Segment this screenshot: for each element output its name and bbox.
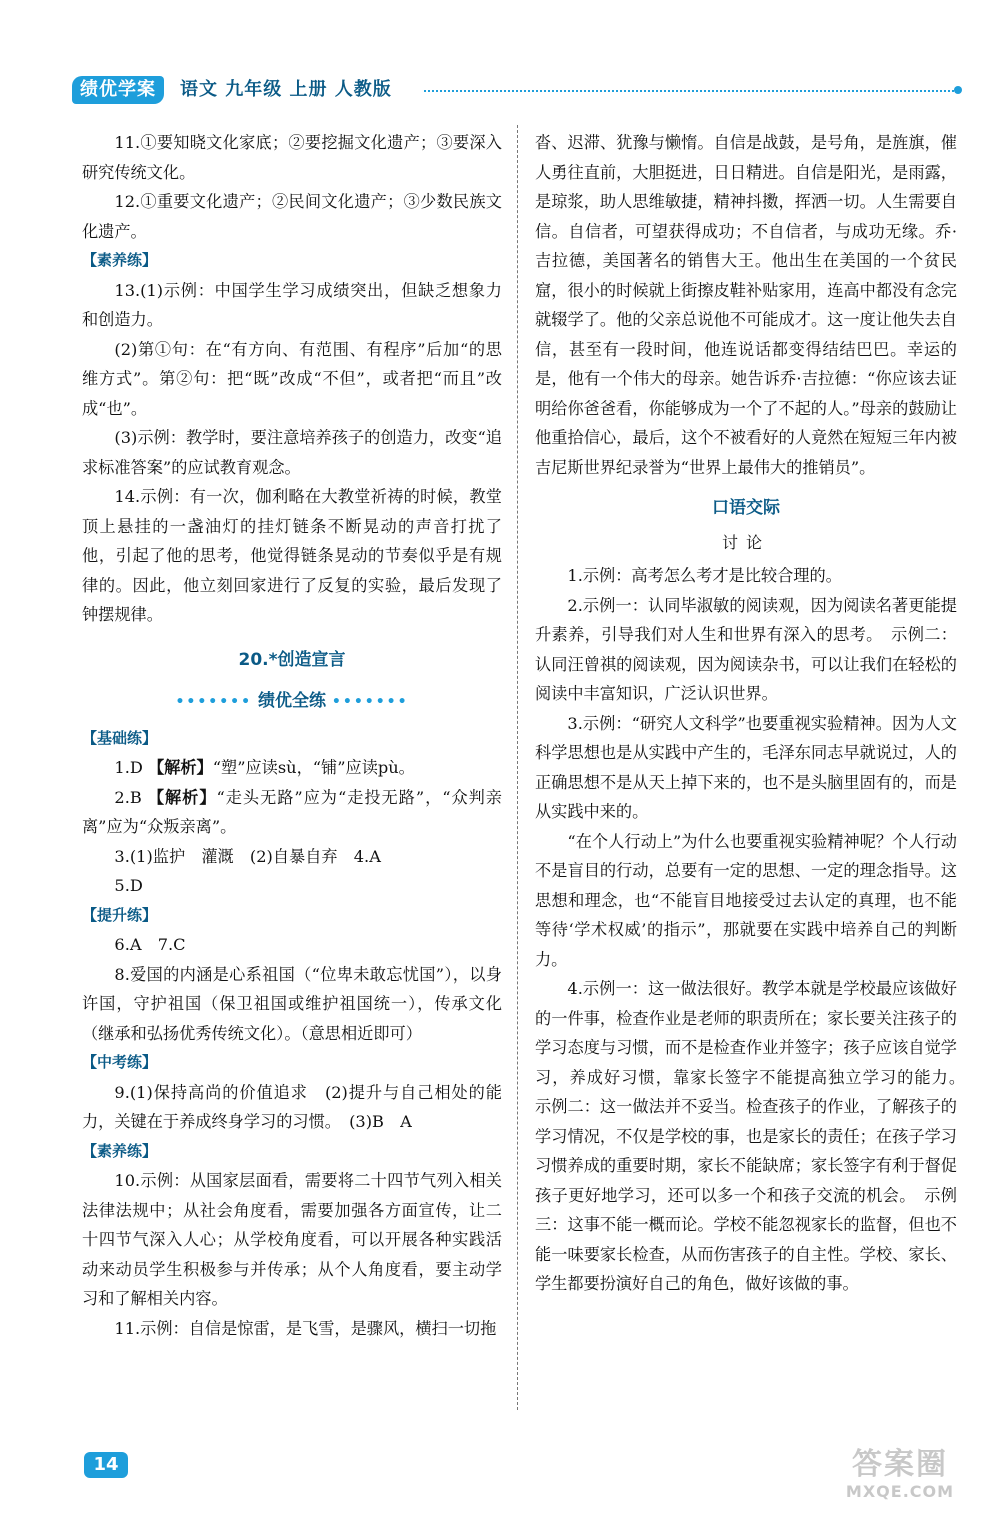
answer-paragraph: 1.示例：高考怎么考才是比较合理的。 — [567, 566, 842, 585]
watermark — [820, 1448, 980, 1508]
answer-paragraph: (2)第①句：在“有方向、有范围、有程序”后加“的思维方式”。第②句：把“既”改成“不但”，或者把“而且”改成“也”。 — [82, 339, 502, 418]
watermark-top: 答案圈 — [852, 1447, 948, 1482]
answer-paragraph: “在个人行动上”为什么也要重视实验精神呢？个人行动不是盲目的行动，总要有一定的思想、一定的理念指导。这思想和理念，也“不能盲目地接受过去认定的真理，也不能等待‘学术权威’的指示”，那就要在实践中培养自己的判断力。 — [535, 831, 957, 969]
section-title-oral: 口语交际 — [712, 498, 780, 518]
header-end-dot — [954, 86, 962, 94]
banner-label: 绩优全练 — [258, 691, 326, 711]
book-title: 语文 九年级 上册 人教版 — [180, 79, 392, 100]
answer-paragraph: 沓、迟滞、犹豫与懒惰。自信是战鼓，是号角，是旌旗，催人勇往直前，大胆挺进，日日精进。自信是阳光，是雨露，是琼浆，助人思维敏捷，精神抖擞，挥洒一切。人生需要自信。自信者，可望获得成功；不自信者，与成功无缘。乔·吉拉德，美国著名的销售大王。他出生在美国的一个贫民窟，很小的时候就上街擦皮鞋补贴家用，连高中都没有念完就辍学了。他的父亲总说他不可能成才。这一度让他失去自信，甚至有一段时间，他连说话都变得结结巴巴。幸运的是，他有一个伟大的母亲。她告诉乔·吉拉德：“你应该去证明给你爸爸看，你能够成为一个了不起的人。”母亲的鼓励让他重拾信心，最后，这个不被看好的人竟然在短短三年内被吉尼斯世界纪录誉为“世界上最伟大的推销员”。 — [535, 133, 957, 477]
page-number: 14 — [84, 1452, 128, 1478]
banner-dots-right: ••••••• — [331, 694, 409, 710]
answer-paragraph: 3.示例：“研究人文科学”也要重视实验精神。因为人文科学思想也是从实践中产生的，毛泽东同志早就说过，人的正确思想不是从天上掉下来的，也不是头脑里固有的，而是从实践中来的。 — [535, 713, 957, 821]
answer-paragraph — [82, 753, 502, 783]
question-number: 2.B — [114, 787, 142, 807]
right-column — [535, 128, 974, 1299]
answer-paragraph: 3.(1)监护 灌溉 (2)自暴自弃 4.A — [114, 846, 381, 866]
section-tag-zhongkao: 【中考练】 — [82, 1053, 158, 1071]
lesson-title: 20.*创造宣言 — [238, 649, 346, 670]
answer-paragraph: 14.示例：有一次，伽利略在大教堂祈祷的时候，教堂顶上悬挂的一盏油灯的挂灯链条不断晃动的声音打扰了他，引起了他的思考，他觉得链条晃动的节奏似乎是有规律的。因此，他立刻回家进行了反复的实验，最后发现了钟摆规律。 — [82, 487, 502, 624]
answer-paragraph: 9.(1)保持高尚的价值追求 (2)提升与自己相处的能力，关键在于养成终身学习的习惯。 (3)B A — [82, 1082, 502, 1131]
answer-paragraph: 4.示例一：这一做法很好。教学本就是学校最应该做好的一件事，检查作业是老师的职责所在；家长要关注孩子的学习态度与习惯，而不是检查作业并签字；孩子应该自觉学习，养成好习惯，靠家长签字不能提高独立学习的能力。 示例二：这一做法并不妥当。检查孩子的作业，了解孩子的学习情况，不仅是学校的事，也是家长的责任；在孩子学习习惯养成的重要时期，家长不能缺席；家长签字有利于督促孩子更好地学习，还可以多一个和孩子交流的机会。 示例三：这事不能一概而论。学校不能忽视家长的监督，但也不能一味要家长检查，从而伤害孩子的自主性。学校、家长、学生都要扮演好自己的角色，做好该做的事。 — [535, 979, 974, 1293]
answer-paragraph — [82, 783, 502, 842]
column-divider — [517, 125, 518, 1410]
section-tag-tisheng: 【提升练】 — [82, 905, 158, 924]
watermark-bottom: MXQE.COM — [845, 1482, 955, 1501]
answer-paragraph: 8.爱国的内涵是心系祖国（“位卑未敢忘忧国”），以身许国，守护祖国（保卫祖国或维护祖国统一），传承文化（继承和弘扬优秀传统文化）。（意思相近即可） — [82, 964, 502, 1043]
section-tag-suyang: 【素养练】 — [82, 251, 158, 269]
question-number: 1.D — [114, 758, 143, 777]
answer-paragraph: 13.(1)示例：中国学生学习成绩突出，但缺乏想象力和创造力。 — [82, 280, 502, 329]
answer-paragraph: 6.A 7.C — [114, 935, 186, 954]
answer-paragraph: 5.D — [114, 876, 143, 895]
answer-paragraph: 2.示例一：认同毕淑敏的阅读观，因为阅读名著更能提升素养，引导我们对人生和世界有深入的思考。 示例二：认同汪曾祺的阅读观，因为阅读杂书，可以让我们在轻松的阅读中丰富知识，广泛认识世界。 — [535, 595, 957, 703]
analysis-tag: 【解析】 — [147, 758, 213, 777]
section-banner — [82, 687, 502, 718]
analysis-tag: 【解析】 — [147, 787, 217, 807]
answer-paragraph: 10.示例：从国家层面看，需要将二十四节气列入相关法律法规中；从社会角度看，需要加强各方面宣传，让二十四节气深入人心；从学校角度看，可以开展各种实践活动来动员学生积极参与并传承；从个人角度看，要主动学习和了解相关内容。 — [82, 1171, 502, 1308]
banner-dots-left: ••••••• — [175, 694, 253, 710]
section-tag-jichu: 【基础练】 — [82, 728, 158, 747]
header-dotted-rule — [424, 90, 954, 92]
section-tag-suyang: 【素养练】 — [82, 1141, 158, 1160]
answer-paragraph: 11.①要知晓文化家底；②要挖掘文化遗产；③要深入研究传统文化。 — [82, 133, 502, 182]
brand-logo: 绩优学案 — [72, 76, 164, 104]
analysis-text: “走头无路”应为“走投无路”，“众判亲离”应为“众叛亲离”。 — [82, 787, 502, 836]
analysis-text: “塑”应读sù，“铺”应读pù。 — [212, 758, 415, 777]
answer-paragraph: 11.示例：自信是惊雷，是飞雪，是骤风，横扫一切拖 — [114, 1318, 497, 1338]
answer-paragraph: (3)示例：教学时，要注意培养孩子的创造力，改变“追求标准答案”的应试教育观念。 — [82, 428, 502, 477]
answer-paragraph: 12.①重要文化遗产；②民间文化遗产；③少数民族文化遗产。 — [82, 192, 502, 241]
section-subtitle: 讨论 — [721, 532, 770, 552]
page-header — [72, 76, 962, 106]
left-column — [82, 128, 502, 1343]
